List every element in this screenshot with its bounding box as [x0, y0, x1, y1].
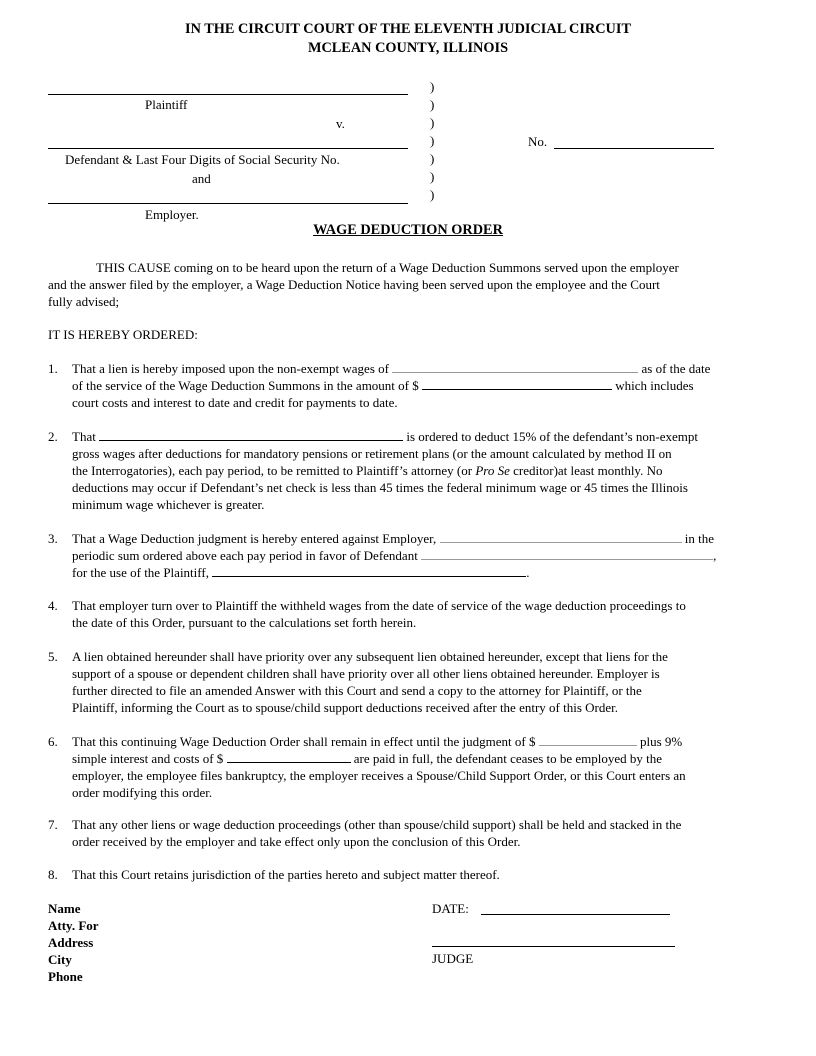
- item-text: in the: [684, 531, 714, 546]
- item-text: as of the date: [641, 361, 711, 376]
- item-text: A lien obtained hereunder shall have priority over any subsequent lien obtained hereunder, except that liens for the: [72, 649, 668, 664]
- item-text: court costs and interest to date and credit for payments to date.: [72, 395, 398, 410]
- item-text: employer, the employee files bankruptcy, the employer receives a Spouse/Child Support Order, or this Court enters an: [72, 768, 686, 783]
- item-text: order modifying this order.: [72, 785, 213, 800]
- employer-label: Employer.: [145, 207, 199, 222]
- item-text: order received by the employer and take effect only upon the conclusion of this Order.: [72, 834, 521, 849]
- caption-paren: ): [430, 187, 435, 202]
- item-text: That any other liens or wage deduction proceedings (other than spouse/child support) shall be held and stacked in the: [72, 817, 682, 832]
- item-number: 2.: [48, 429, 58, 444]
- costs-amount-blank[interactable]: [227, 751, 351, 763]
- caption-paren: ): [430, 169, 435, 184]
- court-name-heading: IN THE CIRCUIT COURT OF THE ELEVENTH JUDICIAL CIRCUIT: [185, 21, 631, 37]
- caption-paren: ): [430, 79, 435, 94]
- ordered-label: IT IS HEREBY ORDERED:: [48, 327, 198, 342]
- order-title: WAGE DEDUCTION ORDER: [313, 222, 503, 238]
- employee-name-blank[interactable]: [392, 361, 638, 373]
- item-text: deductions may occur if Defendant’s net check is less than 45 times the federal minimum wage or 45 times the Illinois: [72, 480, 688, 495]
- item-number: 7.: [48, 817, 58, 832]
- address-label: Address: [48, 935, 94, 950]
- item-text: minimum wage whichever is greater.: [72, 497, 265, 512]
- defendant-name-blank[interactable]: [421, 548, 713, 560]
- atty-for-label: Atty. For: [48, 918, 99, 933]
- item-text: the Interrogatories), each pay period, to be remitted to Plaintiff’s attorney (or: [72, 463, 473, 478]
- item-text: support of a spouse or dependent children shall have priority over all other liens obtained hereunder. Employer is: [72, 666, 660, 681]
- item-text: That employer turn over to Plaintiff the withheld wages from the date of service of the wage deduction proceedings to: [72, 598, 686, 613]
- item-text: is ordered to deduct 15% of the defendant’s non-exempt: [406, 429, 699, 444]
- judge-signature-line[interactable]: [432, 946, 675, 947]
- item-text-italic: Pro Se: [475, 463, 510, 478]
- item-number: 5.: [48, 649, 58, 664]
- item-text: the date of this Order, pursuant to the calculations set forth herein.: [72, 615, 417, 630]
- name-label: Name: [48, 901, 81, 916]
- caption-paren: ): [430, 133, 435, 148]
- intro-line: and the answer filed by the employer, a Wage Deduction Notice having been served upon the employee and the Court: [48, 277, 660, 292]
- item-text: are paid in full, the defendant ceases to be employed by the: [353, 751, 663, 766]
- item-text: That a Wage Deduction judgment is hereby entered against Employer,: [72, 531, 437, 546]
- item-text: for the use of the Plaintiff,: [72, 565, 209, 580]
- item-number: 4.: [48, 598, 58, 613]
- item-text: That: [72, 429, 96, 444]
- defendant-name-line[interactable]: [48, 148, 408, 149]
- caption-paren: ): [430, 97, 435, 112]
- plaintiff-name-line[interactable]: [48, 94, 408, 95]
- plaintiff-use-blank[interactable]: [212, 565, 526, 577]
- item-number: 1.: [48, 361, 58, 376]
- defendant-label: Defendant & Last Four Digits of Social Security No.: [65, 152, 340, 167]
- case-number-line[interactable]: [554, 148, 714, 149]
- item-text: Plaintiff, informing the Court as to spouse/child support deductions received after the entry of this Order.: [72, 700, 618, 715]
- phone-label: Phone: [48, 969, 83, 984]
- intro-line: fully advised;: [48, 294, 120, 309]
- plaintiff-label: Plaintiff: [145, 97, 188, 112]
- item-text: which includes: [615, 378, 694, 393]
- employer-name-blank[interactable]: [99, 429, 403, 441]
- date-line[interactable]: [481, 914, 670, 915]
- intro-paragraph: [48, 259, 772, 310]
- item-text: That a lien is hereby imposed upon the non-exempt wages of: [72, 361, 389, 376]
- caption-paren: ): [430, 115, 435, 130]
- judge-label: JUDGE: [432, 951, 474, 966]
- item-text: gross wages after deductions for mandatory pensions or retirement plans (or the amount calculated by method II on: [72, 446, 672, 461]
- intro-line: THIS CAUSE coming on to be heard upon the return of a Wage Deduction Summons served upon the employer: [96, 260, 679, 275]
- and-label: and: [192, 171, 211, 186]
- item-text: ,: [713, 548, 717, 563]
- item-text: periodic sum ordered above each pay period in favor of Defendant: [72, 548, 418, 563]
- county-heading: MCLEAN COUNTY, ILLINOIS: [307, 40, 509, 56]
- item-number: 6.: [48, 734, 58, 749]
- item-text: plus 9%: [639, 734, 683, 749]
- item-text: That this continuing Wage Deduction Order shall remain in effect until the judgment of $: [72, 734, 536, 749]
- caption-paren: ): [430, 151, 435, 166]
- item-text: of the service of the Wage Deduction Summons in the amount of $: [72, 378, 419, 393]
- item-text: That this Court retains jurisdiction of the parties hereto and subject matter thereof.: [72, 867, 500, 882]
- city-label: City: [48, 952, 72, 967]
- item-text: creditor)at least monthly. No: [513, 463, 663, 478]
- employer-name-line[interactable]: [48, 203, 408, 204]
- item-number: 8.: [48, 867, 58, 882]
- item-text: .: [526, 565, 530, 580]
- judgment-employer-blank[interactable]: [440, 531, 682, 543]
- lien-amount-blank[interactable]: [422, 378, 612, 390]
- date-label: DATE:: [432, 901, 469, 916]
- versus-label: v.: [336, 116, 345, 131]
- case-number-label: No.: [528, 134, 548, 149]
- item-text: further directed to file an amended Answer with this Court and send a copy to the attorney for Plaintiff, or the: [72, 683, 642, 698]
- judgment-amount-blank[interactable]: [539, 734, 637, 746]
- item-number: 3.: [48, 531, 58, 546]
- item-text: simple interest and costs of $: [72, 751, 224, 766]
